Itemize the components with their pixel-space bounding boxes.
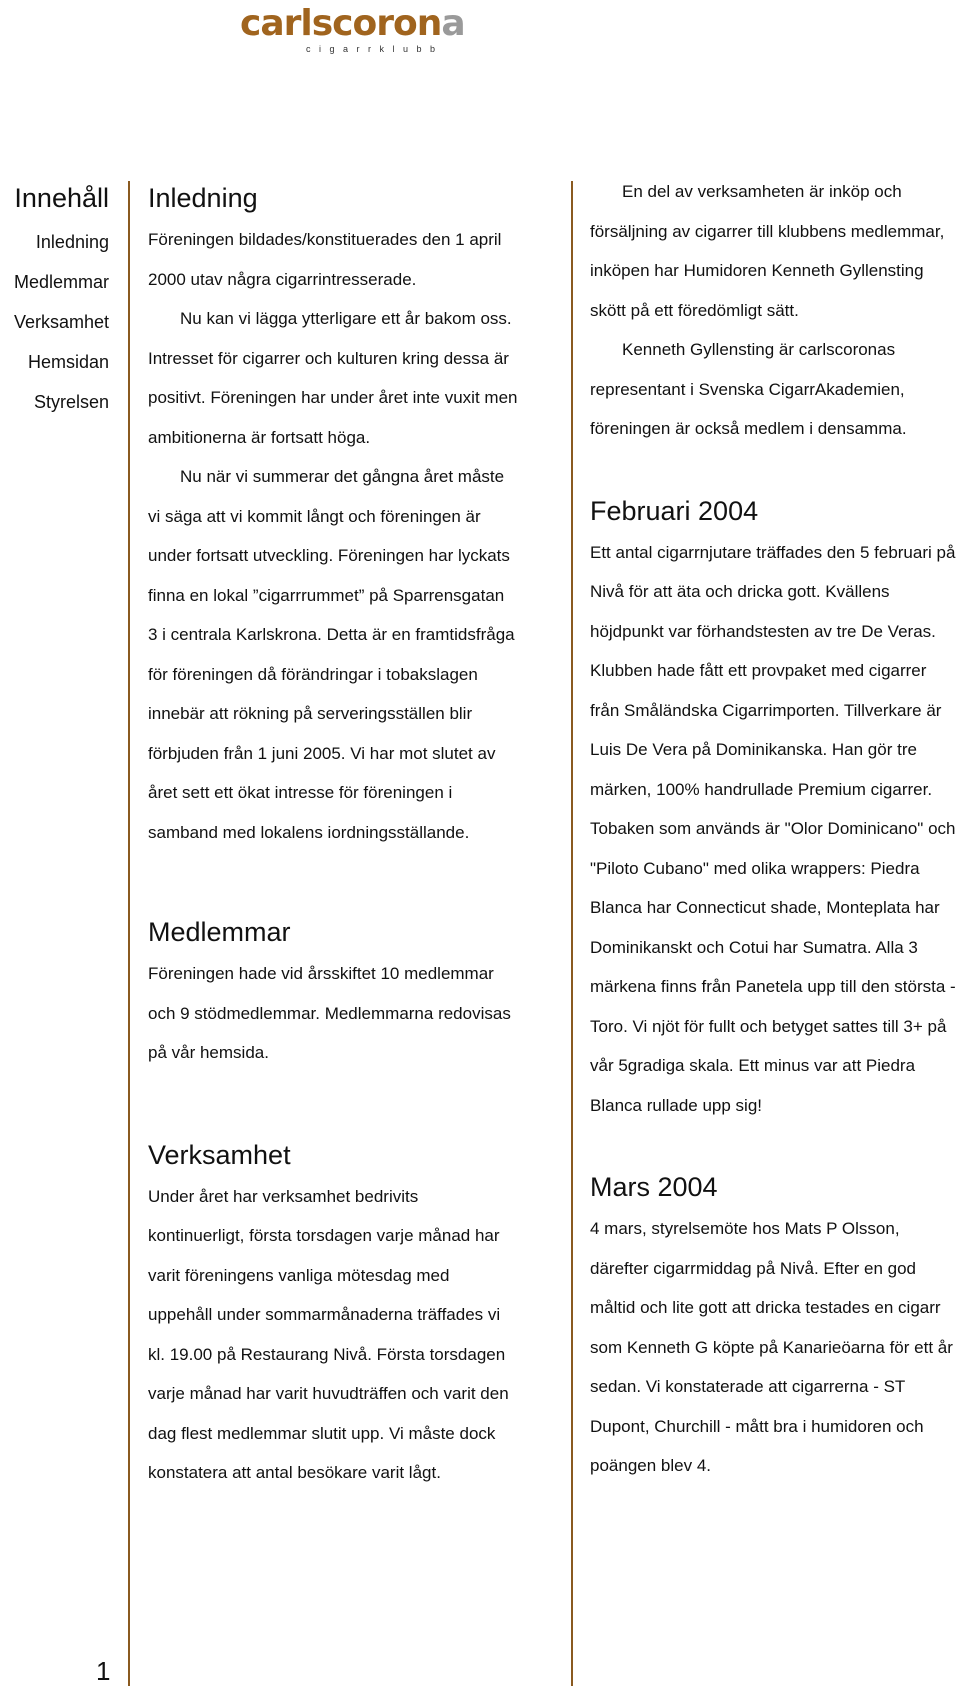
right-column — [590, 172, 960, 1486]
middle-column — [148, 176, 518, 1493]
heading-mars-2004: Mars 2004 — [590, 1172, 718, 1202]
inledning-paragraph-2: Nu kan vi lägga ytterligare ett år bakom oss. Intresset för cigarrer och kulturen kring dessa är positivt. Föreningen har under året inte vuxit men ambitionerna är fortsatt höga. — [148, 309, 518, 447]
page-number: 1 — [96, 1656, 111, 1686]
heading-medlemmar: Medlemmar — [148, 917, 291, 947]
inledning-paragraph-3: Nu när vi summerar det gångna året måste vi säga att vi kommit långt och föreningen är under fortsatt utveckling. Föreningen har lyckats finna en lokal ”cigarrrummet” på Sparrensgatan 3 i centrala Karlskrona. Detta är en framtidsfråga för föreningen då förändringar i tobakslagen innebär att rökning på serveringsställen blir förbjuden från 1 juni 2005. Vi har mot slutet av året sett ett ökat intresse för föreningen i samband med lokalens iordningsställande. — [148, 467, 515, 842]
logo-subtitle: cigarrklubb — [306, 44, 444, 54]
toc-item-medlemmar[interactable]: Medlemmar — [13, 272, 109, 292]
inledning-paragraph-1: Föreningen bildades/konstituerades den 1 april 2000 utav några cigarrintresserade. — [148, 230, 502, 289]
table-of-contents — [0, 176, 109, 422]
februari-paragraph: Ett antal cigarrnjutare träffades den 5 februari på Nivå för att äta och dricka gott. Kvällens höjdpunkt var förhandstesten av tre De Veras. Klubben hade fått ett provpaket med cigarrer från Småländska Cigarrimporten. Tillverkare är Luis De Vera på Dominikanska. Han gör tre märken, 100% handrullade Premium cigarrer. Tobaken som används är "Olor Dominicano" och "Piloto Cubano" med olika wrappers: Piedra Blanca har Connecticut shade, Monteplata har Dominikanskt och Cotui har Sumatra. Alla 3 märkena finns från Panetela upp till den största - Toro. Vi njöt för fullt och betyget sattes till 3+ på vår 5gradiga skala. Ett minus var att Piedra Blanca rullade upp sig! — [590, 542, 956, 1115]
intro-paragraph-1: En del av verksamheten är inköp och försäljning av cigarrer till klubbens medlemmar, inköpen har Humidoren Kenneth Gyllensting skött på ett föredömligt sätt. — [590, 182, 945, 320]
heading-februari-2004: Februari 2004 — [590, 495, 759, 526]
medlemmar-paragraph: Föreningen hade vid årsskiftet 10 medlemmar och 9 stödmedlemmar. Medlemmarna redovisas på vår hemsida. — [148, 964, 511, 1062]
toc-item-verksamhet[interactable]: Verksamhet — [13, 312, 109, 332]
logo-wordmark: carlscorona — [240, 3, 465, 44]
toc-item-styrelsen[interactable]: Styrelsen — [33, 392, 109, 412]
toc-item-hemsidan[interactable]: Hemsidan — [27, 352, 109, 372]
intro-paragraph-2: Kenneth Gyllensting är carlscoronas representant i Svenska CigarrAkademien, föreningen är också medlem i densamma. — [590, 340, 907, 438]
heading-inledning: Inledning — [148, 183, 258, 213]
toc-item-inledning[interactable]: Inledning — [35, 232, 109, 252]
column-divider-right — [571, 181, 573, 1686]
mars-paragraph: 4 mars, styrelsemöte hos Mats P Olsson, därefter cigarrmiddag på Nivå. Efter en god måltid och lite gott att dricka testades en cigarr som Kenneth G köpte på Kanarieöarna för ett år sedan. Vi konstaterade att cigarrerna - ST Dupont, Churchill - mått bra i humidoren och poängen blev 4. — [590, 1219, 953, 1475]
column-divider-left — [128, 181, 130, 1686]
heading-verksamhet: Verksamhet — [148, 1139, 291, 1170]
verksamhet-paragraph: Under året har verksamhet bedrivits kontinuerligt, första torsdagen varje månad har varit föreningens vanliga mötesdag med uppehåll under sommarmånaderna träffades vi kl. 19.00 på Restaurang Nivå. Första torsdagen varje månad har varit huvudträffen och varit den dag flest medlemmar slutit upp. Vi måste dock konstatera att antal besökare varit lågt. — [148, 1186, 509, 1482]
club-logo — [240, 2, 480, 54]
toc-title: Innehåll — [14, 183, 109, 213]
